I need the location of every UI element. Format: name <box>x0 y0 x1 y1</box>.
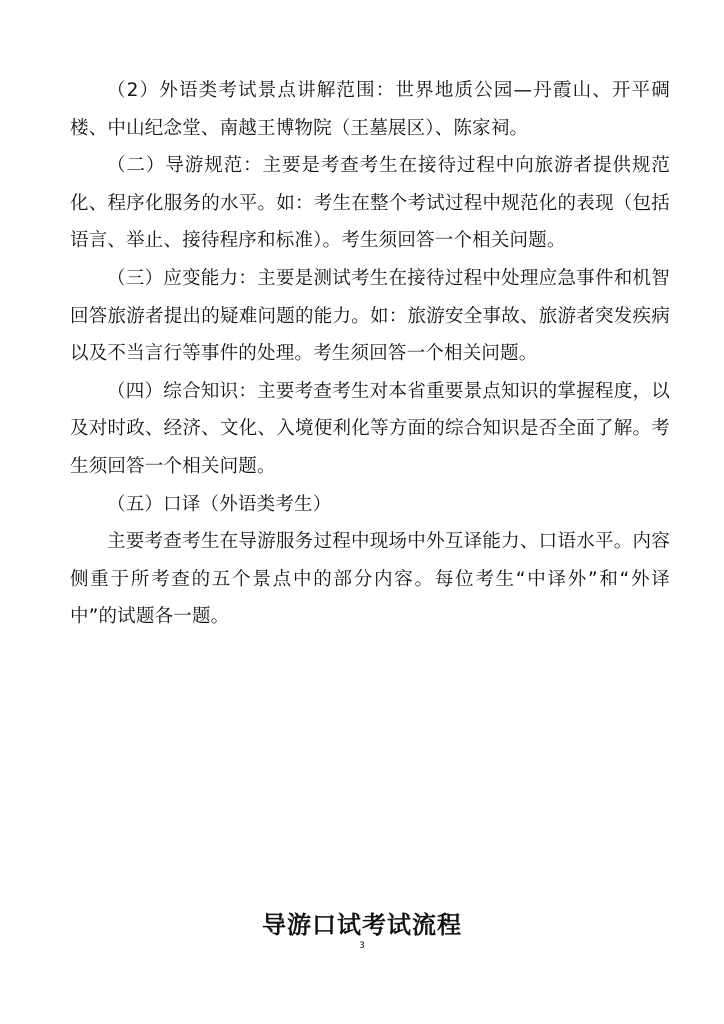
paragraph-exam-scope: （2）外语类考试景点讲解范围：世界地质公园—丹霞山、开平碉楼、中山纪念堂、南越王博物院（王墓展区）、陈家祠。 <box>70 80 670 139</box>
paragraph-adaptability: （三）应变能力：主要是测试考生在接待过程中处理应急事件和机智回答旅游者提出的疑难问题的能力。如：旅游安全事故、旅游者突发疾病以及不当言行等事件的处理。考生须回答一个相关问题。 <box>70 267 670 365</box>
page-number: 3 <box>359 941 365 951</box>
paragraph-interpretation-heading: （五）口译（外语类考生） <box>107 493 332 515</box>
section-title: 导游口试考试流程 <box>262 911 462 939</box>
paragraph-interpretation-detail: 主要考查考生在导游服务过程中现场中外互译能力、口语水平。内容侧重于所考查的五个景点中的部分内容。每位考生“中译外”和“外译中”的试题各一题。 <box>70 531 670 628</box>
paragraph-guide-norms: （二）导游规范：主要是考查考生在接待过程中向旅游者提供规范化、程序化服务的水平。如：考生在整个考试过程中规范化的表现（包括语言、举止、接待程序和标准）。考生须回答一个相关问题。 <box>70 155 670 252</box>
body-text <box>70 72 670 636</box>
paragraph-general-knowledge: （四）综合知识：主要考查考生对本省重要景点知识的掌握程度，以及对时政、经济、文化、入境便利化等方面的综合知识是否全面了解。考生须回答一个相关问题。 <box>70 380 670 477</box>
